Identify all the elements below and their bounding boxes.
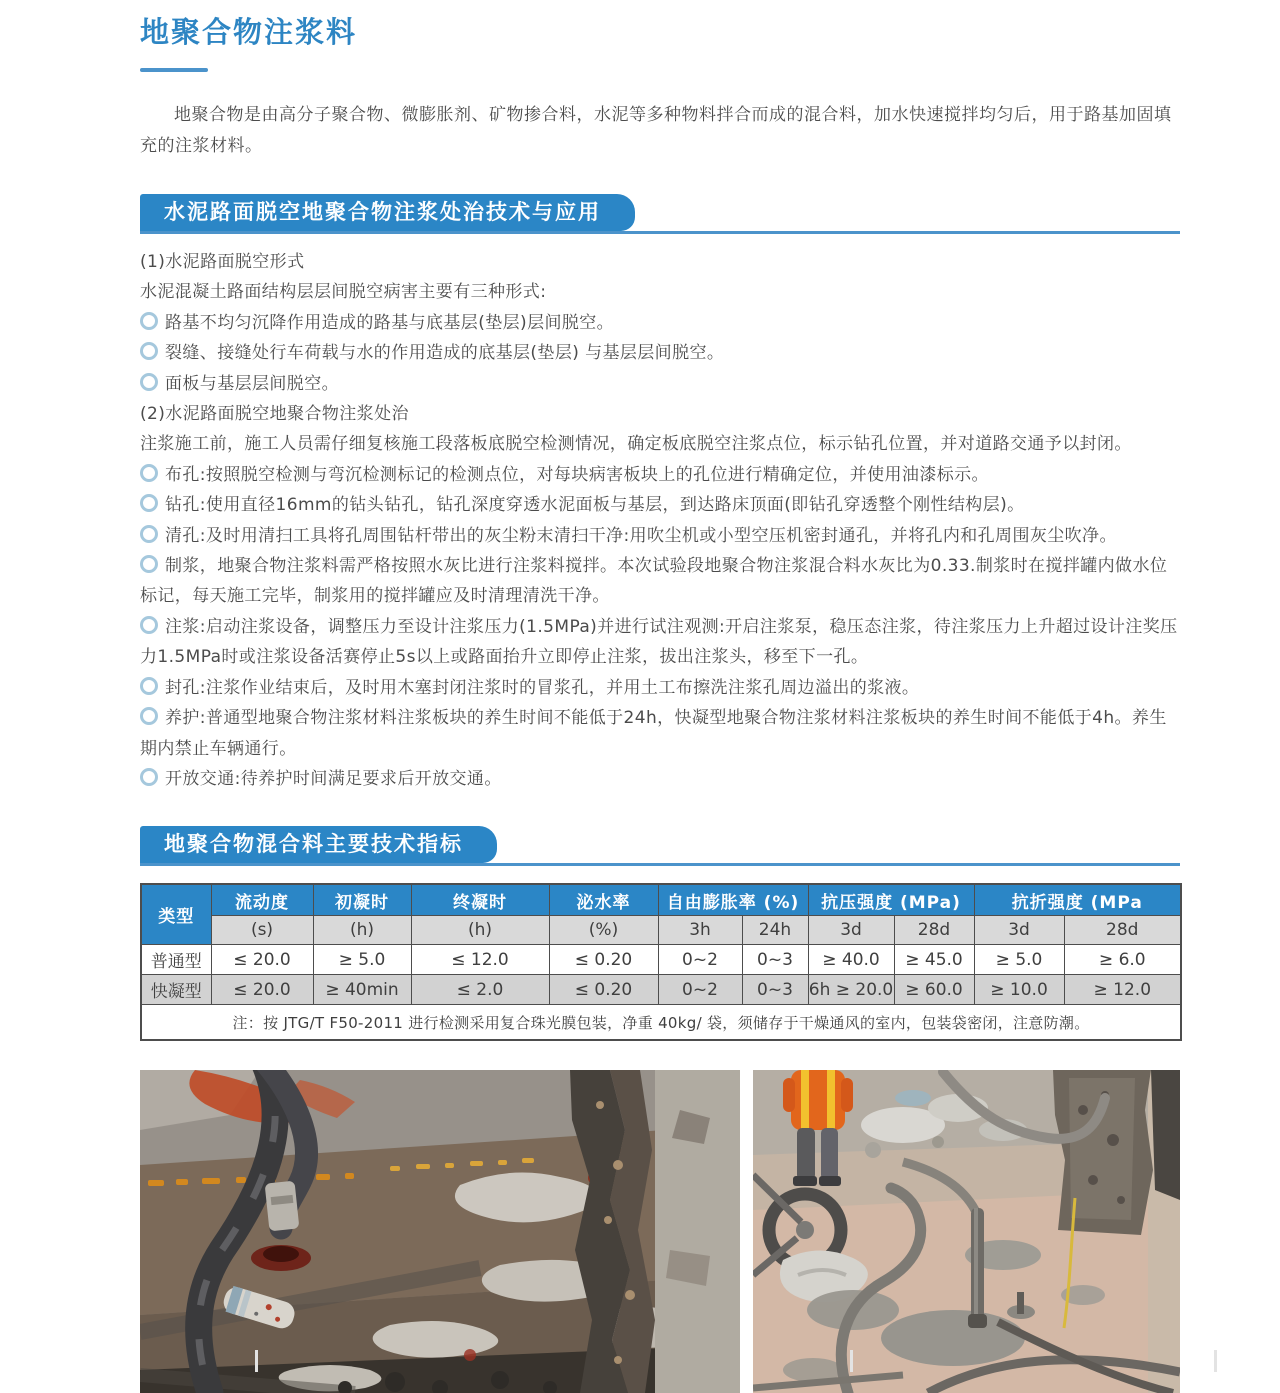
section-banner-row-technique [140,194,1180,234]
bullet-ring-icon [140,616,158,634]
procedure-item-text: 路基不均匀沉降作用造成的路基与底基层(垫层)层间脱空。 [165,312,615,333]
col-group-header: 终凝时 [411,884,549,916]
col-sub-header: 28d [894,916,974,945]
spec-table-row [141,945,1181,975]
procedure-item-text: 封孔:注浆作业结束后，及时用木塞封闭注浆时的冒浆孔，并用土工布擦洗注浆孔周边溢出的浆液。 [165,677,920,698]
procedure-item-text: 水泥混凝土路面结构层层间脱空病害主要有三种形式: [140,282,547,303]
procedure-bullet-item [140,490,1180,520]
col-group-header: 初凝时 [313,884,411,916]
col-sub-header: (h) [313,916,411,945]
photo-row [140,1070,1180,1393]
spec-value-cell: ≥ 12.0 [1064,975,1181,1005]
procedure-text-line [140,277,1180,307]
spec-value-cell: ≥ 40.0 [808,945,894,975]
page-title: 地聚合物注浆料 [140,15,358,49]
bullet-ring-icon [140,494,158,512]
spec-table-wrap [140,883,1180,1041]
procedure-bullet-item [140,521,1180,551]
section-banner-specs: 地聚合物混合料主要技术指标 [140,826,497,863]
table-note: 注：按 JTG/T F50-2011 进行检测采用复合珠光膜包装，净重 40kg/ 袋，须储存于干燥通风的室内，包装袋密闭，注意防潮。 [141,1005,1181,1041]
spec-value-cell: 0~2 [658,945,742,975]
spec-value-cell: 6h ≥ 20.0 [808,975,894,1005]
bullet-ring-icon [140,677,158,695]
spec-value-cell: ≥ 60.0 [894,975,974,1005]
section-banner-technique: 水泥路面脱空地聚合物注浆处治技术与应用 [140,194,635,231]
procedure-item-text: (1)水泥路面脱空形式 [140,252,305,272]
procedure-text-line [140,247,1180,277]
col-group-header: 抗压强度 (MPa) [808,884,974,916]
procedure-item-text: 面板与基层层间脱空。 [165,373,339,394]
procedure-item-text: (2)水泥路面脱空地聚合物注浆处治 [140,404,409,425]
spec-value-cell: ≥ 45.0 [894,945,974,975]
scan-artifact-line [850,1350,853,1372]
procedure-bullet-item [140,369,1180,399]
photo-construction-site-worker-image [753,1070,1180,1393]
procedure-item-text: 布孔:按照脱空检测与弯沉检测标记的检测点位，对每块病害板块上的孔位进行精确定位，并使用油漆标示。 [165,464,989,485]
col-sub-header: 24h [742,916,808,945]
photo-grouting-hole-with-hose-image [140,1070,740,1393]
spec-value-cell: ≥ 6.0 [1064,945,1181,975]
procedure-bullet-item [140,338,1180,368]
spec-value-cell: ≤ 2.0 [411,975,549,1005]
spec-value-cell: ≥ 5.0 [974,945,1064,975]
spec-value-cell: ≤ 0.20 [549,945,658,975]
procedure-bullet-item [140,460,1180,490]
bullet-ring-icon [140,342,158,360]
procedure-item-text: 钻孔:使用直径16mm的钻头钻孔，钻孔深度穿透水泥面板与基层，到达路床顶面(即钻孔穿透整个刚性结构层)。 [165,495,1025,516]
procedure-item-text: 清孔:及时用清扫工具将孔周围钻杆带出的灰尘粉末清扫干净:用吹尘机或小型空压机密封通孔，并将孔内和孔周围灰尘吹净。 [165,525,1117,546]
procedure-list [140,247,1180,794]
spec-value-cell: ≤ 0.20 [549,975,658,1005]
procedure-item-text: 注浆施工前，施工人员需仔细复核施工段落板底脱空检测情况，确定板底脱空注浆点位，标示钻孔位置，并对道路交通予以封闭。 [140,434,1132,455]
spec-value-cell: ≤ 20.0 [211,975,313,1005]
intro-paragraph: 地聚合物是由高分子聚合物、微膨胀剂、矿物掺合料，水泥等多种物料拌合而成的混合料，加水快速搅拌均匀后，用于路基加固填充的注浆材料。 [140,105,1172,156]
spec-value-cell: 0~3 [742,945,808,975]
procedure-item-text: 裂缝、接缝处行车荷载与水的作用造成的底基层(垫层) 与基层层间脱空。 [165,343,725,364]
scan-artifact-line [255,1350,258,1372]
bullet-ring-icon [140,464,158,482]
procedure-item-text: 养护:普通型地聚合物注浆材料注浆板块的养生时间不能低于24h，快凝型地聚合物注浆材料注浆板块的养生时间不能低于4h。养生期内禁止车辆通行。 [140,708,1167,759]
document-page [140,0,1180,1393]
col-sub-header: (h) [411,916,549,945]
section-banner-row-specs [140,826,1180,866]
procedure-text-line [140,429,1180,459]
scan-artifact-line [1214,1350,1217,1372]
spec-value-cell: ≥ 10.0 [974,975,1064,1005]
bullet-ring-icon [140,707,158,725]
col-group-header: 抗折强度 (MPa [974,884,1181,916]
col-sub-header: (s) [211,916,313,945]
spec-table-row [141,975,1181,1005]
col-header-type: 类型 [141,884,211,945]
procedure-text-line [140,399,1180,429]
bullet-ring-icon [140,373,158,391]
col-sub-header: (%) [549,916,658,945]
procedure-item-text: 制浆，地聚合物注浆料需严格按照水灰比进行注浆料搅拌。本次试验段地聚合物注浆混合料水灰比为0.33.制浆时在搅拌罐内做水位标记，每天施工完毕，制浆用的搅拌罐应及时清理清洗干净。 [140,556,1168,607]
spec-value-cell: ≥ 5.0 [313,945,411,975]
bullet-ring-icon [140,312,158,330]
spec-table [140,883,1182,1041]
procedure-bullet-item [140,673,1180,703]
procedure-bullet-item [140,612,1180,673]
bullet-ring-icon [140,525,158,543]
spec-value-cell: ≥ 40min [313,975,411,1005]
title-underline [140,68,208,72]
procedure-bullet-item [140,764,1180,794]
procedure-bullet-item [140,308,1180,338]
spec-value-cell: ≤ 20.0 [211,945,313,975]
spec-value-cell: 0~2 [658,975,742,1005]
col-sub-header: 3d [808,916,894,945]
col-sub-header: 28d [1064,916,1181,945]
spec-value-cell: ≤ 12.0 [411,945,549,975]
spec-value-cell: 0~3 [742,975,808,1005]
bullet-ring-icon [140,768,158,786]
col-sub-header: 3d [974,916,1064,945]
procedure-bullet-item [140,703,1180,764]
procedure-item-text: 注浆:启动注浆设备，调整压力至设计注浆压力(1.5MPa)并进行试注观测:开启注浆泵，稳压态注浆，待注浆压力上升超过设计注奖压力1.5MPa时或注浆设备活赛停止5s以上或路面抬升立即停止注浆，拔出注浆头，移至下一孔。 [140,616,1178,668]
col-sub-header: 3h [658,916,742,945]
bullet-ring-icon [140,555,158,573]
col-group-header: 流动度 [211,884,313,916]
procedure-bullet-item [140,551,1180,612]
col-group-header: 泌水率 [549,884,658,916]
row-type-cell: 普通型 [141,945,211,975]
col-group-header: 自由膨胀率 (%) [658,884,808,916]
row-type-cell: 快凝型 [141,975,211,1005]
procedure-item-text: 开放交通:待养护时间满足要求后开放交通。 [165,768,502,789]
